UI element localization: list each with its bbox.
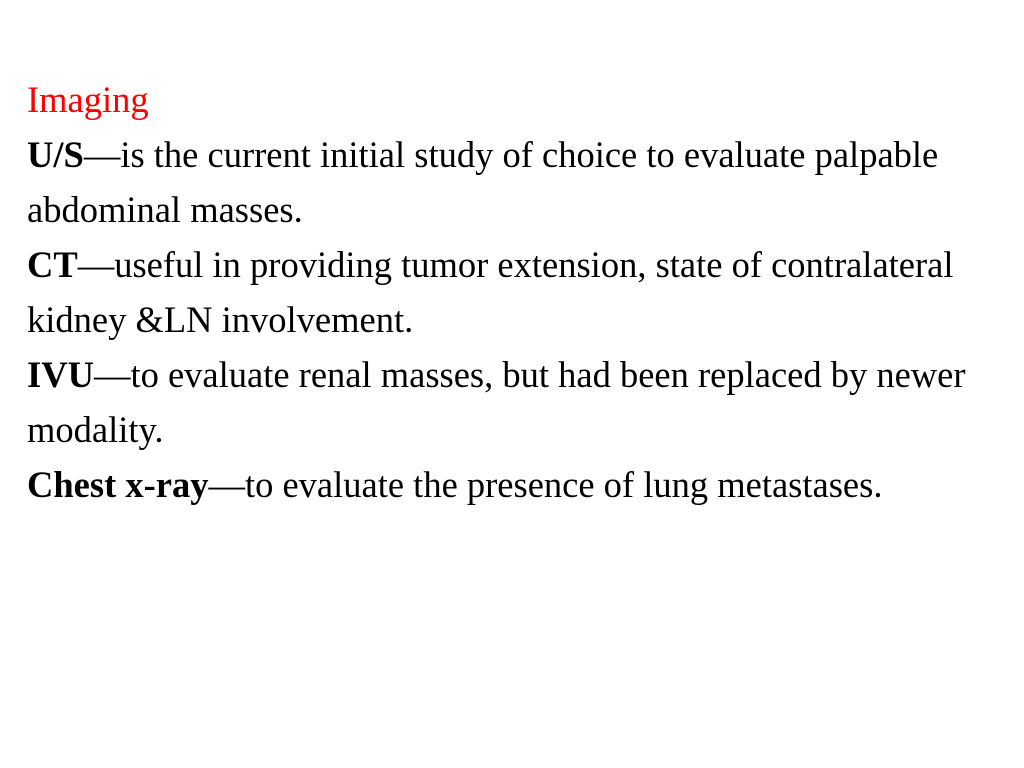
imaging-item-ct [27,237,1002,347]
imaging-description: —useful in providing tumor extension, state of contralateral kidney &LN involvement. [27,244,954,340]
imaging-item-us [27,127,1002,237]
slide-content [27,72,1002,512]
imaging-description: —to evaluate the presence of lung metastases. [208,464,883,505]
imaging-term: IVU [27,354,94,395]
imaging-term: U/S [27,134,84,175]
imaging-term: CT [27,244,78,285]
slide-heading: Imaging [27,79,149,120]
imaging-item-chest-xray [27,457,1002,512]
imaging-item-ivu [27,347,1002,457]
imaging-description: —is the current initial study of choice to evaluate palpable abdominal masses. [27,134,939,230]
imaging-description: —to evaluate renal masses, but had been replaced by newer modality. [27,354,966,450]
imaging-term: Chest x-ray [27,464,209,505]
